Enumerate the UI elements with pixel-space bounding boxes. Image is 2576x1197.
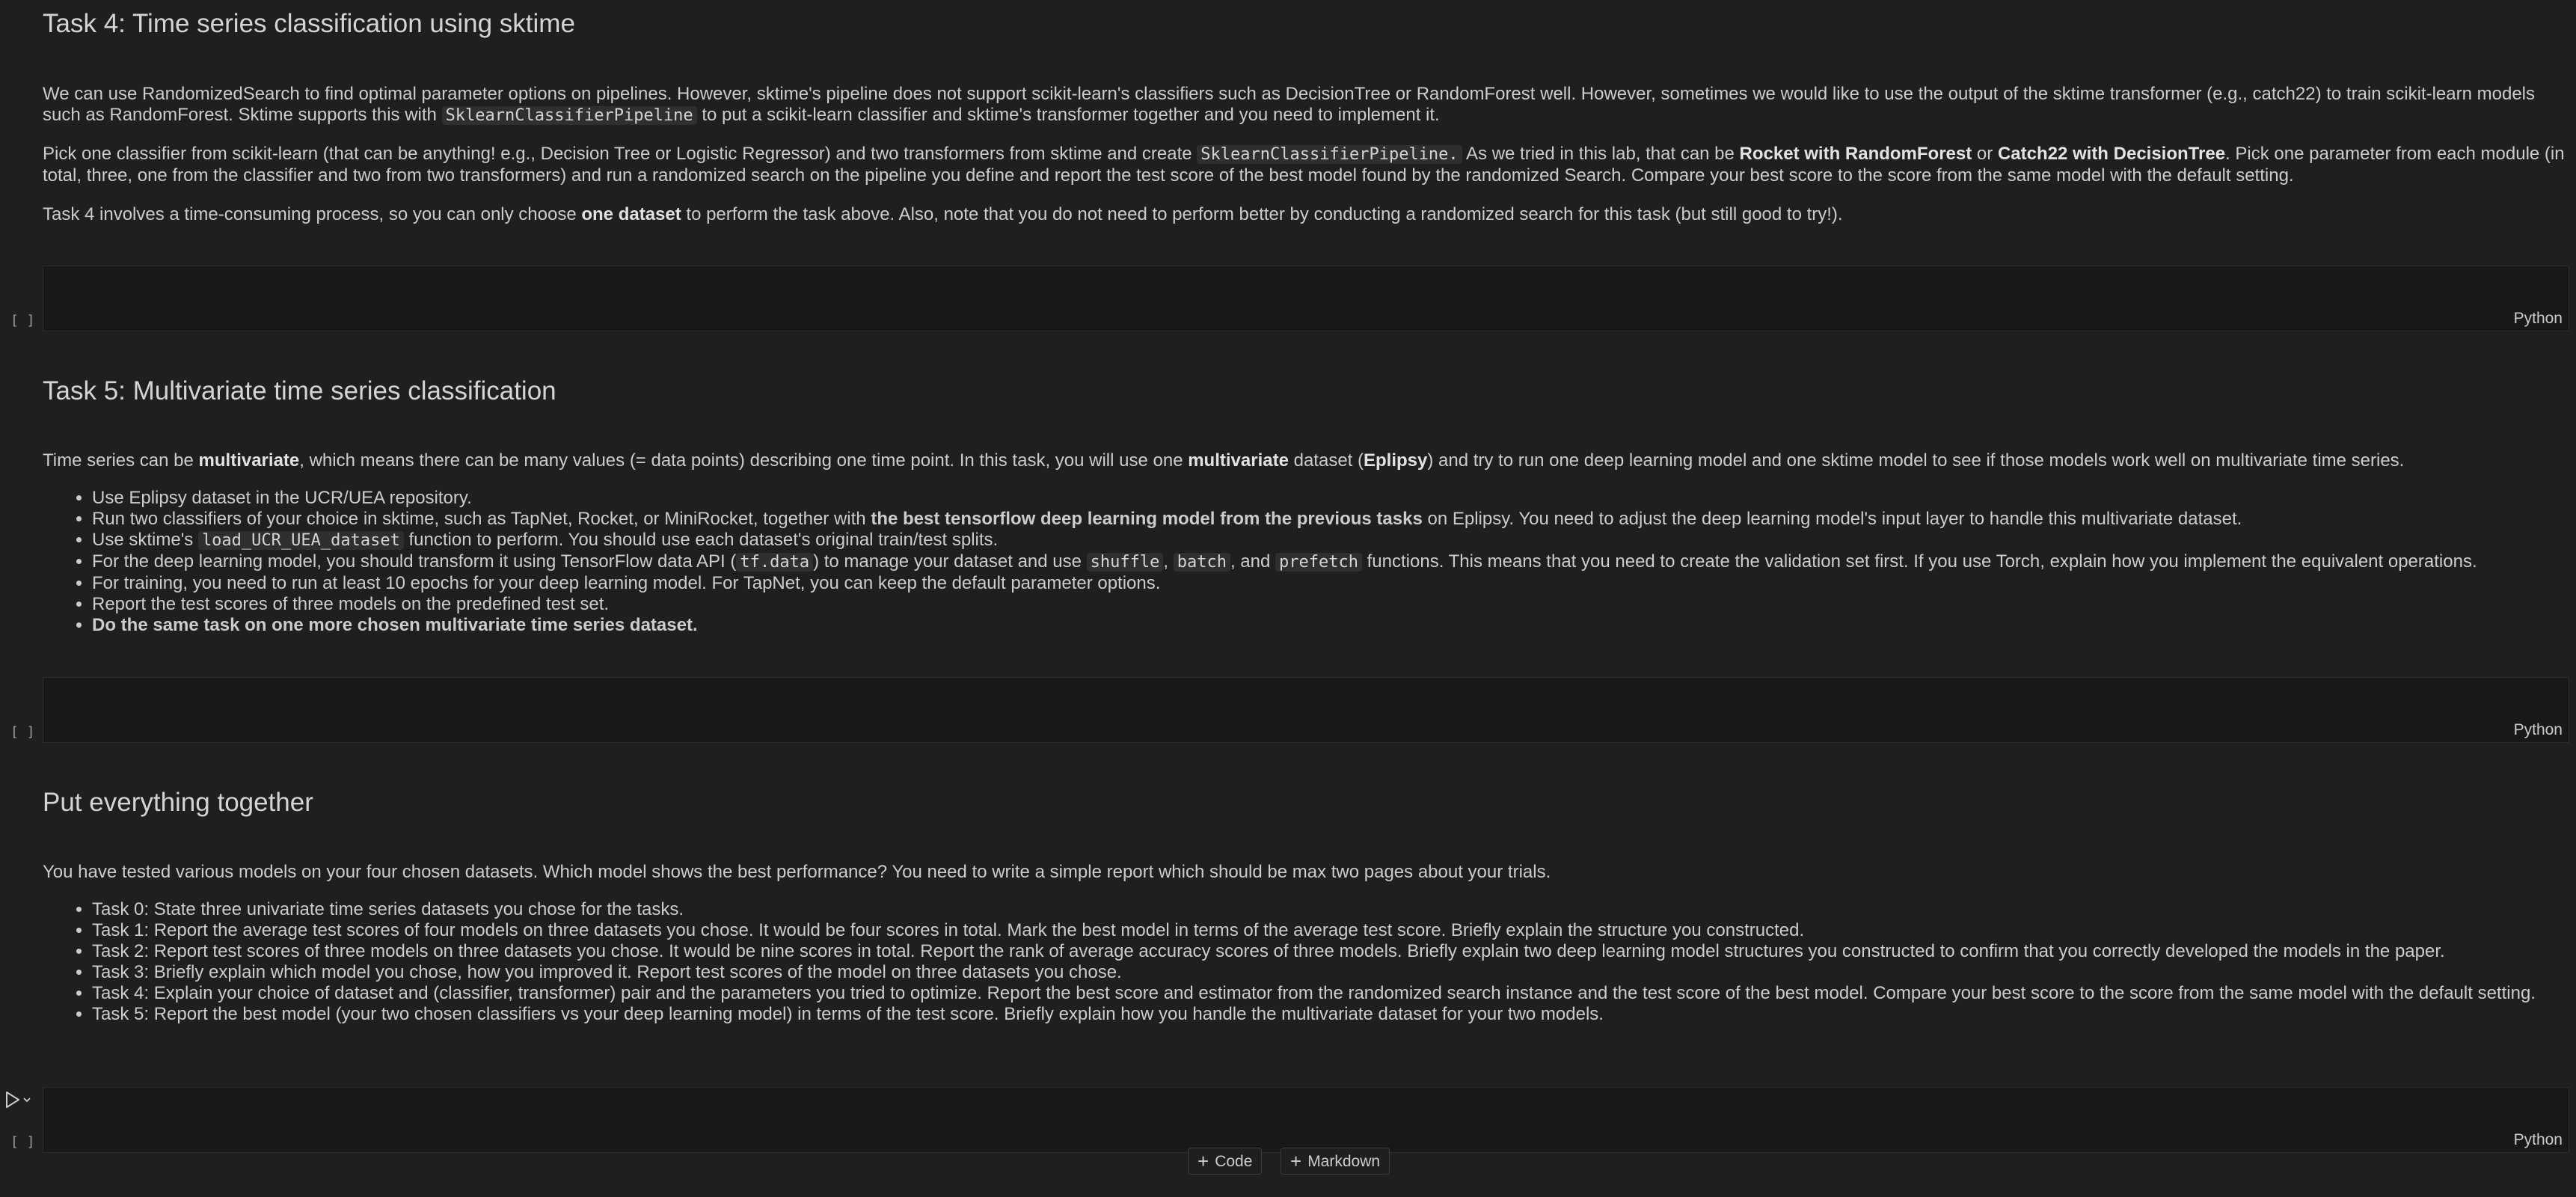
inline-code: tf.data xyxy=(736,553,813,572)
text-run: Use Eplipsy dataset in the UCR/UEA repository. xyxy=(92,488,472,508)
text-run: on Eplipsy. You need to adjust the deep learning model's input layer to handle this multivariate dataset. xyxy=(1422,509,2242,529)
text-run: Task 0: State three univariate time series datasets you chose for the tasks. xyxy=(92,899,684,919)
plus-icon: + xyxy=(1290,1150,1302,1172)
inline-code: load_UCR_UEA_dataset xyxy=(198,531,404,550)
text-run: or xyxy=(1972,144,1998,164)
inline-code: SklearnClassifierPipeline. xyxy=(1197,145,1462,164)
text-run: , and xyxy=(1230,551,1275,572)
text-run: to put a scikit-learn classifier and sktime's transformer together and you need to implement it. xyxy=(696,105,1440,125)
task4-heading: Task 4: Time series classification using sktime xyxy=(43,9,575,38)
list-item xyxy=(92,1004,2576,1025)
text-run: Task 4 involves a time-consuming process, so you can only choose xyxy=(43,204,582,224)
list-item xyxy=(92,530,2576,551)
add-markdown-label: Markdown xyxy=(1307,1153,1381,1170)
text-run: Time series can be xyxy=(43,450,199,471)
list-item xyxy=(92,509,2576,530)
list-item xyxy=(92,615,2576,636)
list-item xyxy=(92,962,2576,983)
text-run: function to perform. You should use each dataset's original train/test splits. xyxy=(403,530,999,550)
text-run: Task 3: Briefly explain which model you chose, how you improved it. Report test scores of the model on three datasets you chose. xyxy=(92,962,1122,982)
text-run: Task 2: Report test scores of three models on three datasets you chose. It would be nine scores in total. Report the rank of average accuracy scores of three models. Briefly explain two deep learning model structures you constructed to confirm that you correctly developed the models in the paper. xyxy=(92,941,2445,961)
text-run: Pick one classifier from scikit-learn (that can be anything! e.g., Decision Tree or Logistic Regressor) and two transformers from sktime and create xyxy=(43,144,1197,164)
text-run: functions. This means that you need to create the validation set first. If you use Torch, explain how you implement the equivalent operations. xyxy=(1361,551,2477,572)
cell-language-label[interactable]: Python xyxy=(2513,310,2563,327)
bold-text: Eplipsy xyxy=(1364,450,1428,471)
bold-text: multivariate xyxy=(198,450,300,471)
cell-execution-count: [ ] xyxy=(10,1134,35,1150)
cell-language-label[interactable]: Python xyxy=(2513,1131,2563,1148)
add-code-cell-button[interactable] xyxy=(1188,1148,1262,1175)
text-run: Use sktime's xyxy=(92,530,198,550)
text-run: Task 5: Report the best model (your two chosen classifiers vs your deep learning model) in terms of the test score. Briefly explain how you handle the multivariate dataset for your two models. xyxy=(92,1004,1604,1024)
list-item xyxy=(92,594,2576,615)
plus-icon: + xyxy=(1197,1150,1209,1172)
text-run: We can use RandomizedSearch to find optimal parameter options on pipelines. However, sktime's pipeline does not support scikit-learn's classifiers such as DecisionTree or RandomForest well. However, sometimes we would like to use the output of the sktime transformer (e.g., catch22) to train scikit-learn models such as RandomForest. Sktime supports this with xyxy=(43,84,2536,125)
code-cell-2[interactable] xyxy=(43,677,2569,743)
inline-code: SklearnClassifierPipeline xyxy=(442,106,697,125)
task4-paragraph-3 xyxy=(43,204,2567,225)
text-run: to perform the task above. Also, note that you do not need to perform better by conducting a randomized search for this task (but still good to try!). xyxy=(681,204,1843,224)
text-run: ) and try to run one deep learning model and one sktime model to see if those models work well on multivariate time series. xyxy=(1427,450,2405,471)
inline-code: shuffle xyxy=(1087,553,1164,572)
code-cell-1[interactable] xyxy=(43,266,2569,331)
cell-execution-count: [ ] xyxy=(10,313,35,328)
run-cell-icon xyxy=(4,1090,31,1111)
text-run: Report the test scores of three models on the predefined test set. xyxy=(92,594,610,614)
text-run: Task 1: Report the average test scores of four models on three datasets you chose. It would be four scores in total. Mark the best model in terms of the average test score. Briefly explain the structure you constructed. xyxy=(92,920,1805,940)
text-run: , which means there can be many values (= data points) describing one time point. In this task, you will use one xyxy=(299,450,1189,471)
list-item xyxy=(92,899,2576,920)
text-run: . Pick one parameter from each module (in total, three, one from the classifier and two from two transformers) and run a randomized search on the pipeline you define and report the test score of the best model found by the randomized Search. Compare your best score to the score from the same model with the default setting. xyxy=(43,144,2565,186)
task4-paragraph-1 xyxy=(43,84,2567,126)
cell-execution-count: [ ] xyxy=(10,724,35,740)
list-item xyxy=(92,488,2576,509)
list-item xyxy=(92,941,2576,962)
bold-text: the best tensorflow deep learning model from the previous tasks xyxy=(871,509,1423,529)
bold-text: one dataset xyxy=(581,204,681,224)
text-run: dataset ( xyxy=(1288,450,1364,471)
text-run: , xyxy=(1163,551,1174,572)
run-cell-button[interactable] xyxy=(4,1090,31,1111)
text-run: ) to manage your dataset and use xyxy=(813,551,1087,572)
inline-code: batch xyxy=(1174,553,1230,572)
bold-text: multivariate xyxy=(1188,450,1289,471)
list-item xyxy=(92,551,2576,573)
bold-text: Catch22 with DecisionTree xyxy=(1997,144,2226,164)
task5-list xyxy=(43,488,2576,636)
text-run: For the deep learning model, you should transform it using TensorFlow data API ( xyxy=(92,551,737,572)
text-run: Run two classifiers of your choice in sktime, such as TapNet, Rocket, or MiniRocket, together with xyxy=(92,509,871,529)
add-markdown-cell-button[interactable] xyxy=(1281,1148,1390,1175)
code-cell-3[interactable] xyxy=(43,1087,2569,1153)
text-run: Task 4: Explain your choice of dataset and (classifier, transformer) pair and the parameters you tried to optimize. Report the best score and estimator from the randomized search instance and the test score of the best model. Compare your best score to the score from the same model with the default setting. xyxy=(92,983,2536,1003)
bold-text: Do the same task on one more chosen multivariate time series dataset. xyxy=(92,615,698,635)
task4-paragraph-2 xyxy=(43,144,2571,186)
list-item xyxy=(92,920,2576,941)
together-heading: Put everything together xyxy=(43,788,313,817)
inline-code: prefetch xyxy=(1275,553,1362,572)
bold-text: Rocket with RandomForest xyxy=(1739,144,1972,164)
together-intro xyxy=(43,862,2567,883)
add-code-label: Code xyxy=(1215,1153,1253,1170)
list-item xyxy=(92,573,2576,594)
together-list xyxy=(43,899,2576,1025)
text-run: For training, you need to run at least 10 epochs for your deep learning model. For TapNet, you can keep the default parameter options. xyxy=(92,573,1161,593)
cell-language-label[interactable]: Python xyxy=(2513,721,2563,738)
text-run: As we tried in this lab, that can be xyxy=(1462,144,1740,164)
text-run: You have tested various models on your four chosen datasets. Which model shows the best performance? You need to write a simple report which should be max two pages about your trials. xyxy=(43,862,1551,882)
list-item xyxy=(92,983,2576,1004)
task5-intro xyxy=(43,450,2567,471)
task5-heading: Task 5: Multivariate time series classification xyxy=(43,376,556,405)
